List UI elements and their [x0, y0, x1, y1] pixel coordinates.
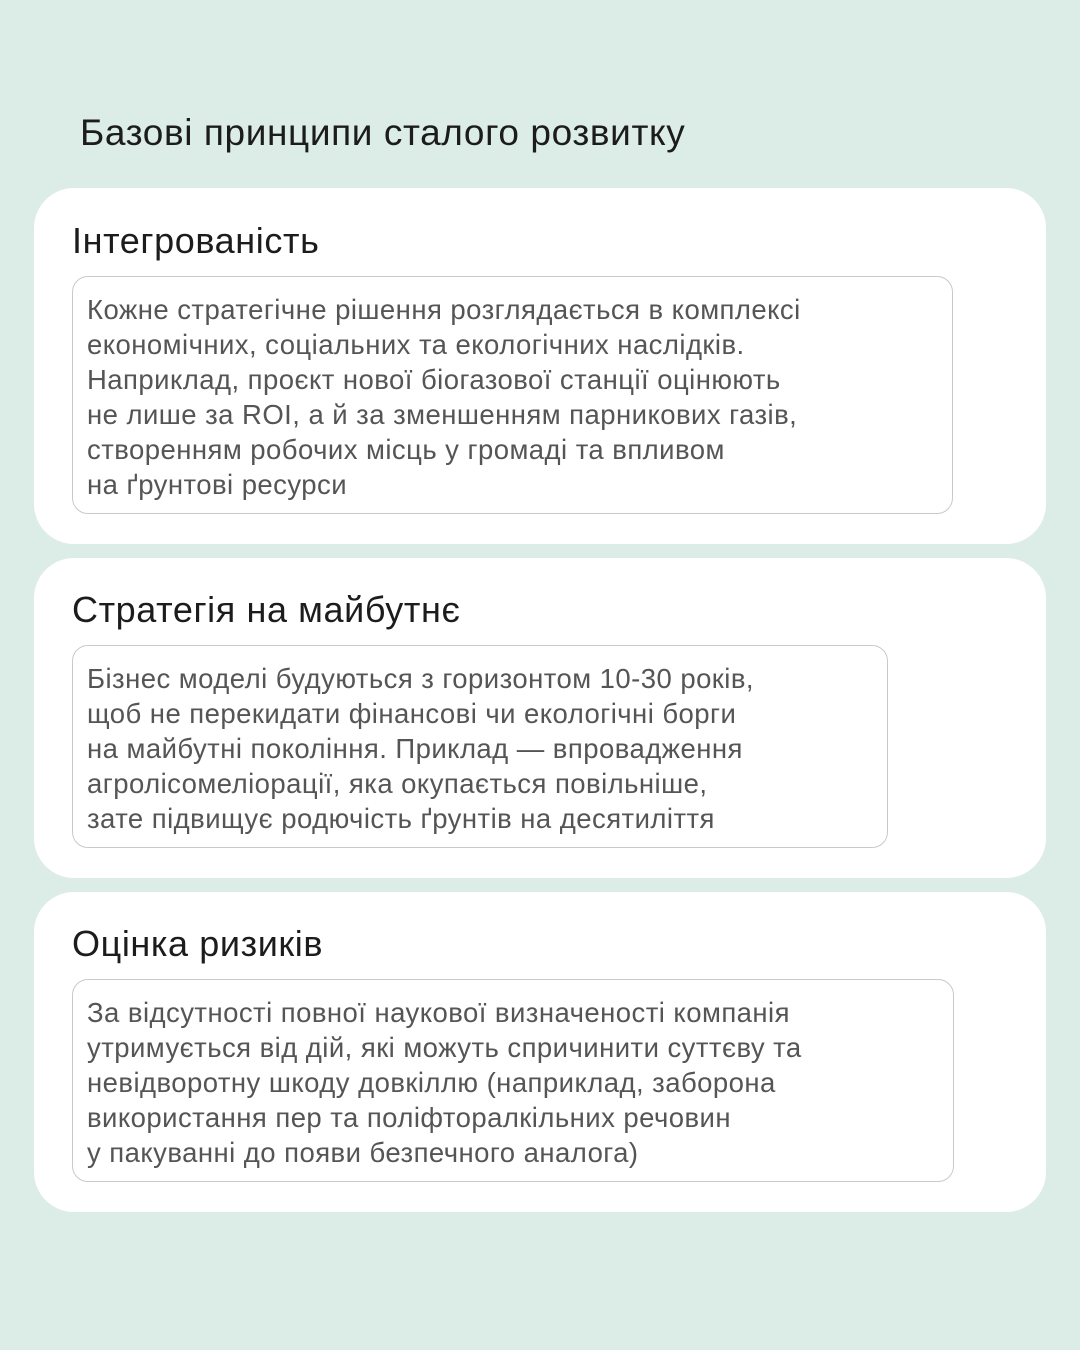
- principle-card-risk-assessment: [34, 892, 1046, 1212]
- card-heading: Стратегія на майбутнє: [72, 589, 461, 630]
- principle-card-integration: [34, 188, 1046, 544]
- card-description: Бізнес моделі будуються з горизонтом 10-30 років, щоб не перекидати фінансові чи екологічні борги на майбутні покоління. Приклад — впровадження агролісомеліорації, яка окупається повільніше, зате підвищує родючість ґрунтів на десятиліття: [72, 645, 888, 848]
- page-title: Базові принципи сталого розвитку: [80, 112, 686, 153]
- card-heading: Інтегрованість: [72, 220, 320, 261]
- card-description: Кожне стратегічне рішення розглядається в комплексі економічних, соціальних та екологічних наслідків. Наприклад, проєкт нової біогазової станції оцінюють не лише за ROI, а й за зменшенням парникових газів, створенням робочих місць у громаді та впливом на ґрунтові ресурси: [72, 276, 953, 514]
- principle-card-future-strategy: [34, 558, 1046, 878]
- card-heading: Оцінка ризиків: [72, 923, 324, 964]
- card-description: За відсутності повної наукової визначеності компанія утримується від дій, які можуть спричинити суттєву та невідворотну шкоду довкіллю (наприклад, заборона використання пер та поліфторалкільних речовин у пакуванні до появи безпечного аналога): [72, 979, 954, 1182]
